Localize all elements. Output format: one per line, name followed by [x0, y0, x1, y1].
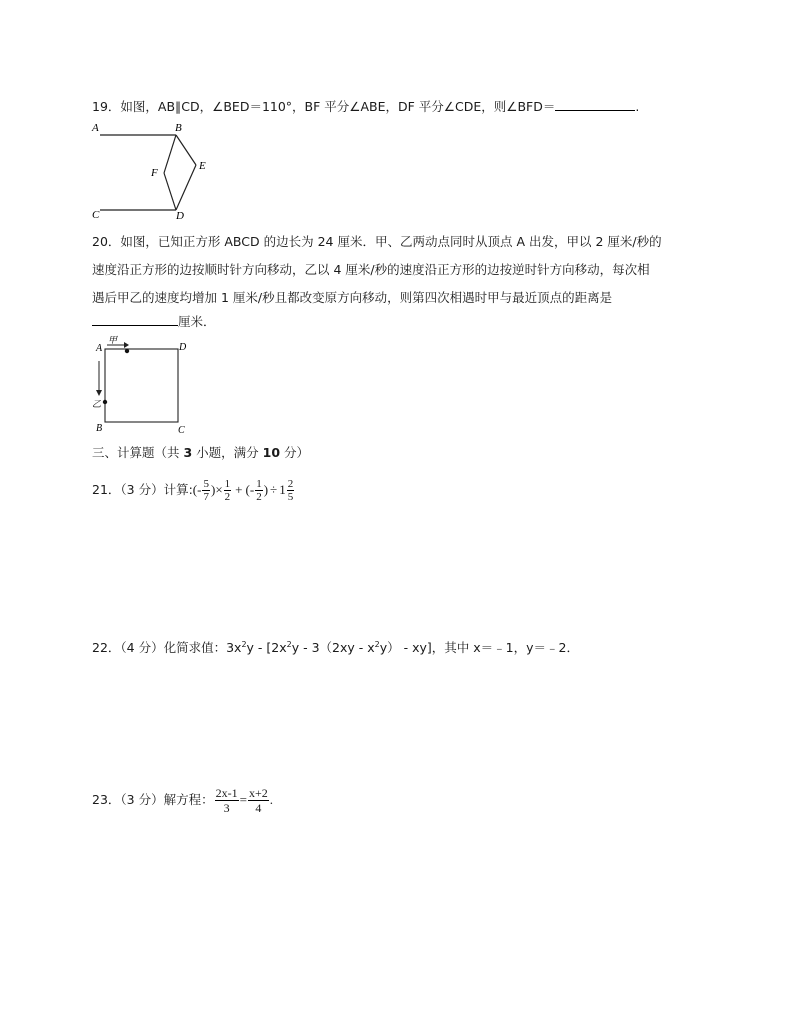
q19-text	[92, 99, 639, 115]
arrow-jia-head	[124, 342, 129, 348]
q22-label: 22．（4 分）化简求值：	[92, 640, 227, 655]
q22-expr-a: 3x	[226, 640, 242, 655]
label-b: B	[96, 423, 103, 434]
fraction-2-5: $\frac{2}{5}$	[287, 477, 294, 503]
q23-equation	[214, 786, 273, 815]
paren-open: (	[245, 482, 250, 497]
q23-label: 23．（3 分）解方程：	[92, 792, 214, 807]
q22-expr-c: y - 3（2xy - x	[291, 640, 375, 655]
label-d: D	[176, 210, 184, 222]
q19-end: .	[635, 99, 640, 114]
exponent: 2	[241, 639, 247, 649]
q20-figure	[88, 335, 198, 435]
q22	[92, 640, 579, 656]
label-b: B	[175, 122, 182, 134]
section-count: 3	[183, 445, 193, 460]
fraction-lhs: $\frac{2x-1}{3}$	[215, 785, 238, 815]
point-jia	[125, 349, 129, 353]
q22-expr-d: y） - xy]，其中 x＝﹣1，y＝﹣2．	[379, 640, 579, 655]
q19-figure	[88, 118, 218, 223]
section-heading	[92, 445, 309, 461]
q20-line2: 速度沿正方形的边按顺时针方向移动，乙以 4 厘米/秒的速度沿正方形的边按逆时针方向移动，每次相	[92, 262, 650, 277]
q23	[92, 782, 273, 818]
q22-expr-b: y - [2x	[246, 640, 287, 655]
fraction-5-7: $\frac{5}{7}$	[203, 477, 209, 503]
q21-label: 21．（3 分）计算:	[92, 482, 193, 497]
square-abcd	[105, 349, 178, 422]
q19-answer-blank[interactable]	[555, 110, 635, 111]
plus-sign: +	[235, 482, 243, 497]
q19-stem: 19．如图，AB∥CD，∠BED＝110°，BF 平分∠ABE，DF 平分∠CDE，则∠BFD＝	[92, 99, 556, 114]
q20-answer-blank[interactable]	[92, 325, 178, 326]
section-prefix: 三、计算题（共	[92, 445, 184, 460]
exponent: 2	[286, 639, 292, 649]
section-suffix: 分）	[280, 445, 310, 460]
exponent: 2	[374, 639, 380, 649]
paren-close: )	[210, 482, 216, 497]
minus-sign: -	[249, 482, 255, 497]
mixed-whole: 1	[279, 482, 286, 497]
minus-sign: -	[197, 482, 202, 497]
label-f: F	[151, 167, 158, 179]
divide-sign: ÷	[270, 482, 278, 497]
q20-line1: 20．如图，已知正方形 ABCD 的边长为 24 厘米．甲、乙两动点同时从顶点 A 出发，甲以 2 厘米/秒的	[92, 234, 662, 249]
line-bf	[164, 135, 176, 173]
label-a: A	[92, 122, 99, 134]
section-middle: 小题，满分	[192, 445, 263, 460]
label-c: C	[178, 425, 185, 435]
section-score: 10	[262, 445, 281, 460]
arrow-yi-head	[96, 390, 102, 396]
q21-expression	[193, 478, 295, 503]
point-yi	[103, 400, 107, 404]
fraction-rhs: $\frac{x+2}{4}$	[248, 785, 268, 815]
times-sign: ×	[215, 482, 223, 497]
paren-open: (	[192, 482, 198, 497]
fraction-1-2: $\frac{1}{2}$	[224, 477, 231, 503]
line-ed	[176, 165, 196, 210]
label-d: D	[179, 342, 187, 353]
label-c: C	[92, 209, 100, 221]
q20-unit: 厘米．	[178, 314, 216, 329]
q21	[92, 472, 295, 508]
q20-line4	[92, 314, 216, 330]
label-jia: 甲	[108, 335, 118, 345]
q20-line3: 遇后甲乙的速度均增加 1 厘米/秒且都改变原方向移动，则第四次相遇时甲与最近顶点的距离是	[92, 290, 613, 305]
label-yi: 乙	[92, 399, 102, 409]
line-fd	[164, 173, 176, 210]
q23-end: .	[269, 792, 273, 807]
fraction-1-2-b: $\frac{1}{2}$	[256, 477, 262, 503]
line-be	[176, 135, 196, 165]
label-e: E	[199, 160, 206, 172]
label-a: A	[96, 343, 103, 354]
equals-sign: =	[239, 792, 247, 807]
paren-close: )	[263, 482, 269, 497]
